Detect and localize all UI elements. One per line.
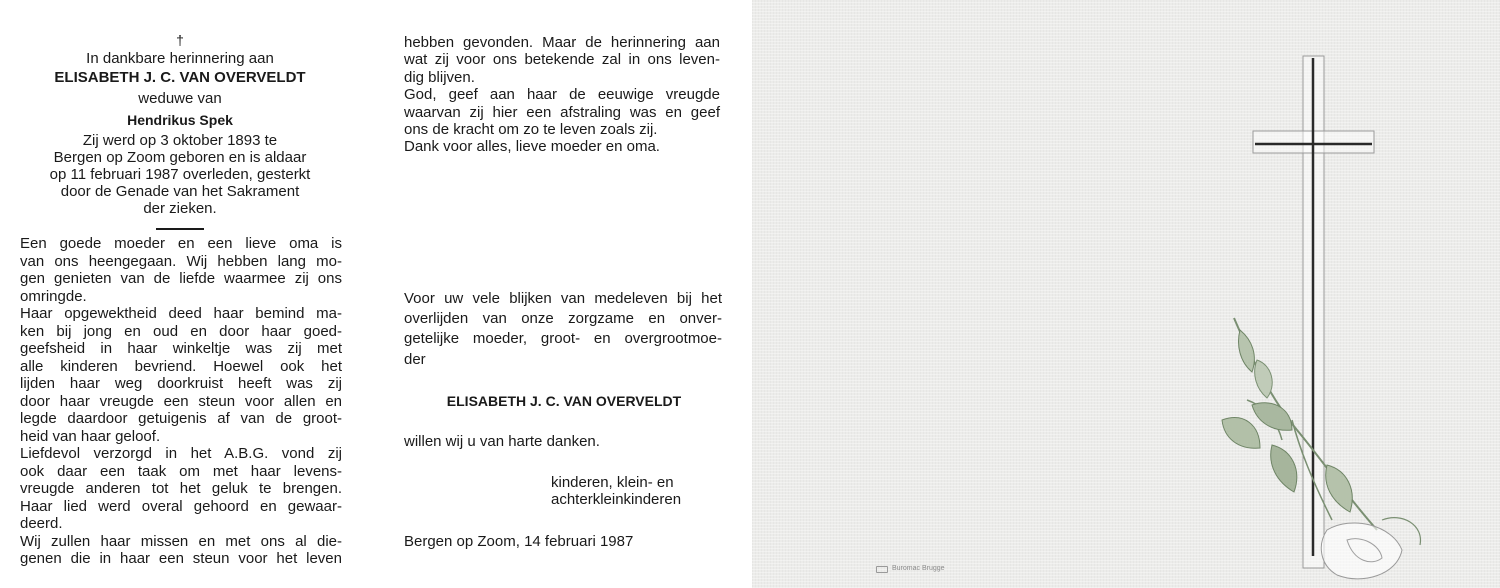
body-line: alle kinderen bevriend. Hoewel ook het — [20, 357, 342, 375]
body-line: wat zij voor ons betekende zal in ons leven- — [404, 51, 720, 69]
header-intro: In dankbare herinnering aan — [86, 50, 274, 67]
body-line: Wij zullen haar missen en met ons al die- — [20, 532, 342, 550]
signature-line-1: kinderen, klein- en — [551, 474, 674, 491]
publisher-credit: Buromac Brugge — [892, 565, 945, 572]
thanks-line: der — [404, 350, 426, 368]
publisher-logo-icon — [876, 566, 888, 573]
body-line: Liefdevol verzorgd in het A.B.G. vond zij — [20, 445, 342, 462]
place-and-date: Bergen op Zoom, 14 februari 1987 — [404, 533, 634, 550]
thanks-line: getelijke moeder, groot- en overgrootmoe- — [404, 330, 722, 348]
signature-line-2: achterkleinkinderen — [551, 491, 682, 508]
death-line-2: door de Genade van het Sakrament — [60, 183, 300, 200]
body-line: God, geef aan haar de eeuwige vreugde — [404, 86, 720, 104]
section-divider — [156, 228, 204, 230]
thanks-line: overlijden van onze zorgzame en onver- — [404, 310, 722, 328]
cover-image — [752, 0, 1500, 588]
death-line-3: der zieken. — [143, 200, 217, 217]
body-line: dig blijven. — [404, 68, 475, 86]
body-line: omringde. — [20, 287, 87, 305]
body-line: waarvan zij hier een afstraling was en geef — [404, 103, 720, 121]
body-line: lijden haar weg doorkruist heeft was zij — [20, 375, 342, 392]
body-line: heid van haar geloof. — [20, 427, 161, 445]
body-line: genen die in haar een steun voor het leven — [20, 550, 342, 567]
body-line: van ons heengegaan. Wij hebben lang mo- — [20, 252, 342, 270]
death-line-1: op 11 februari 1987 overleden, gesterkt — [49, 166, 311, 183]
cross-symbol: † — [176, 32, 184, 48]
thanks-line: Voor uw vele blijken van medeleven bij het — [404, 290, 722, 307]
birth-line-2: Bergen op Zoom geboren en is aldaar — [53, 149, 307, 166]
body-line: ons de kracht om zo te leven zoals zij. — [404, 121, 658, 138]
body-line: Haar opgewektheid deed haar bemind ma- — [20, 305, 342, 322]
thanks-deceased-name: ELISABETH J. C. VAN OVERVELDT — [446, 393, 682, 409]
cross-icon — [1253, 56, 1374, 568]
thanks-closing: willen wij u van harte danken. — [404, 433, 600, 450]
body-line: Een goede moeder en een lieve oma is — [20, 235, 342, 252]
body-line: gen genieten van de liefde waarmee zij ons — [20, 270, 342, 287]
widow-of-label: weduwe van — [138, 90, 222, 107]
body-line: legde daardoor getuigenis af van de groot- — [20, 410, 342, 427]
body-line: geefsheid in haar winkeltje was zij met — [20, 340, 342, 357]
cross-and-rose-illustration — [752, 0, 1500, 588]
body-line: vreugde anderen tot het geluk te brengen. — [20, 480, 342, 497]
body-line: ook daar een taak om met haar levens- — [20, 462, 342, 480]
spouse-name: Hendrikus Spek — [127, 112, 233, 128]
body-line: door haar vreugde een steun voor allen en — [20, 392, 342, 410]
body-line: ken bij jong en oud en door haar goed- — [20, 322, 342, 340]
deceased-name: ELISABETH J. C. VAN OVERVELDT — [54, 69, 306, 86]
body-line: Haar lied werd overal gehoord en gewaar- — [20, 497, 342, 515]
birth-line-1: Zij werd op 3 oktober 1893 te — [82, 132, 278, 149]
left-panel — [0, 0, 376, 588]
body-line: hebben gevonden. Maar de herinnering aan — [404, 34, 720, 51]
body-line: Dank voor alles, lieve moeder en oma. — [404, 138, 660, 156]
middle-panel — [376, 0, 752, 588]
body-line: deerd. — [20, 515, 63, 532]
